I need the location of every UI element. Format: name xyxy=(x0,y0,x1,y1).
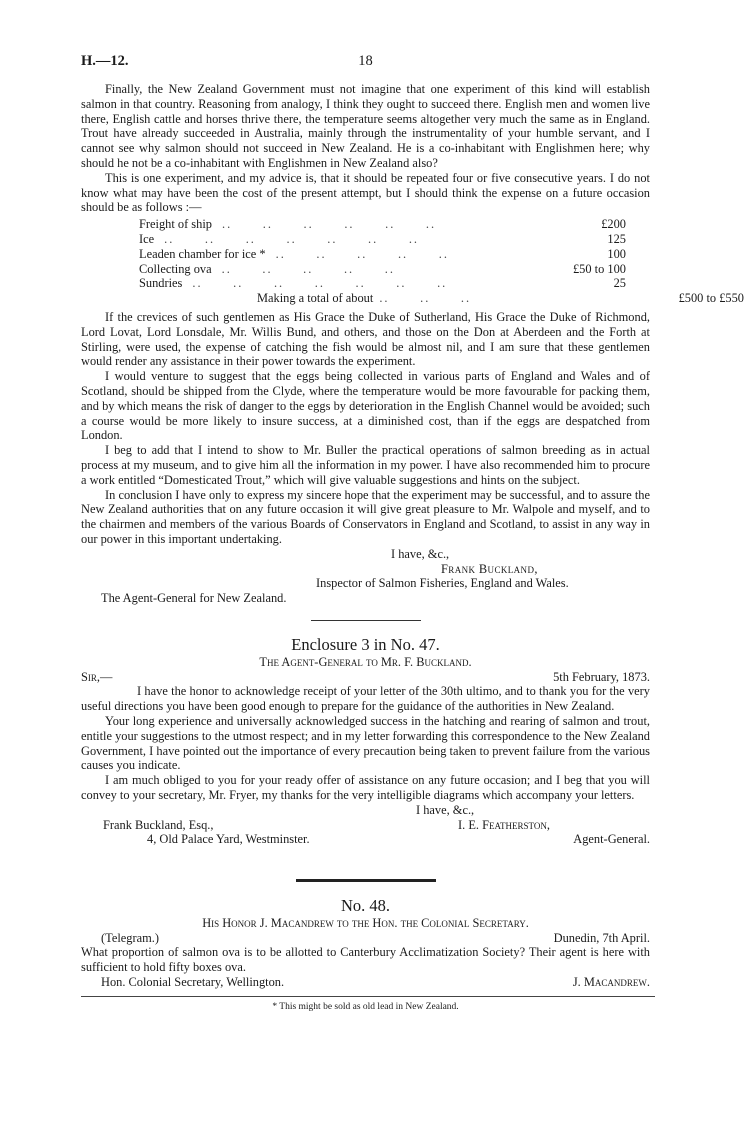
recipient: Hon. Colonial Secretary, Wellington. xyxy=(101,975,285,990)
leader-dots: .. .. .. .. .. .. .. xyxy=(192,276,448,291)
telegram-row xyxy=(81,931,650,946)
footnote-divider xyxy=(81,996,655,997)
cost-amount: 125 xyxy=(607,231,626,246)
cost-row xyxy=(139,217,626,232)
page-header xyxy=(81,54,650,82)
section-divider xyxy=(296,879,436,882)
leader-dots: .. .. .. .. .. .. .. xyxy=(164,231,420,246)
closing-block xyxy=(81,803,650,863)
cost-item: Collecting ova xyxy=(139,261,212,276)
cost-row xyxy=(139,247,626,262)
paragraph: I beg to add that I intend to show to Mr. Buller the practical operations of salmon breeding as in actual process at my museum, and to give him all the information in my power. I have also recommended him to procure a work entitled “Domesticated Trout,” which will give valuable suggestions and hints on the subject. xyxy=(81,443,650,487)
cost-item: Freight of ship xyxy=(139,217,212,232)
total-label: Making a total of about xyxy=(257,291,374,306)
signer-title: Agent-General. xyxy=(573,832,650,847)
cost-amount: 25 xyxy=(613,276,626,291)
leader-dots: .. .. .. .. .. .. xyxy=(221,217,437,232)
cost-row xyxy=(139,232,626,247)
closing: I have, &c., xyxy=(416,802,475,817)
signature-row xyxy=(81,975,650,990)
cost-item: Leaden chamber for ice * xyxy=(139,246,266,261)
cost-amount: £50 to 100 xyxy=(572,261,626,276)
salutation: Sir,— xyxy=(81,669,113,684)
signer-name: I. E. Featherston, xyxy=(458,817,550,832)
signer-name: J. Macandrew. xyxy=(572,975,650,990)
paragraph: I have the honor to acknowledge receipt of your letter of the 30th ultimo, and to thank you for the very useful directions you have been good enough to prepare for the guidance of the authorities in New Zealand. xyxy=(81,684,650,714)
cost-item: Ice xyxy=(139,231,155,246)
cost-amount: £200 xyxy=(601,217,626,232)
cost-row xyxy=(139,262,626,277)
document-reference: H.—12. xyxy=(81,53,129,69)
paragraph: What proportion of salmon ova is to be allotted to Canterbury Acclimatization Society? Their agent is here with sufficient to hold fifty boxes ova. xyxy=(81,945,650,975)
page-number: 18 xyxy=(358,53,373,69)
addressee: The Agent-General for New Zealand. xyxy=(101,591,287,606)
telegram-label: (Telegram.) xyxy=(101,930,159,945)
signer-title: Inspector of Salmon Fisheries, England and Wales. xyxy=(316,576,569,591)
footnote: * This might be sold as old lead in New Zealand. xyxy=(272,1001,459,1012)
letter-date: 5th February, 1873. xyxy=(553,669,650,684)
leader-dots: .. .. .. .. .. xyxy=(221,261,395,276)
section-subheading: His Honor J. Macandrew to the Hon. the Colonial Secretary. xyxy=(202,915,529,930)
leader-dots: .. .. .. xyxy=(379,291,472,306)
salutation-row xyxy=(81,670,650,685)
paragraph: This is one experiment, and my advice is, that it should be repeated four or five consecutive years. I do not know what may have been the cost of the present attempt, but I should think the expense on a future occasion should be as follows :— xyxy=(81,170,650,215)
section-divider xyxy=(311,620,421,621)
total-amount: £500 to £550 xyxy=(678,291,744,306)
cost-table xyxy=(139,217,744,306)
recipient-address: 4, Old Palace Yard, Westminster. xyxy=(147,832,310,847)
cost-amount: 100 xyxy=(607,246,626,261)
section-heading: No. 48. xyxy=(340,895,391,915)
enclosure-subheading: The Agent-General to Mr. F. Buckland. xyxy=(259,654,472,669)
paragraph: In conclusion I have only to express my sincere hope that the experiment may be successful, and to assure the New Zealand authorities that on any future occasion it will give great pleasure to Mr. Walpole and myself, and to the chairmen and members of the various Boards of Conservators in England and Scotland, to assist in any way in our power in this important undertaking. xyxy=(81,487,650,546)
paragraph: Finally, the New Zealand Government must not imagine that one experiment of this kind will establish salmon in that country. Reasoning from analogy, I think they ought to succeed there. English men and women live there, English cattle and horses thrive there, the temperature seems altogether very much the same as in England. Trout have already succeeded in Australia, mainly through the instrumentality of your humble servant, and I cannot see why salmon should not succeed in New Zealand. He is a co-inhabitant with Englishmen here; why should he not be a co-inhabitant with Englishmen in New Zealand also? xyxy=(81,82,650,170)
paragraph: If the crevices of such gentlemen as His Grace the Duke of Sutherland, His Grace the Duke of Richmond, Lord Lovat, Lord Lonsdale, Mr. Willis Bund, and others, and those on the Don at Aberdeen and the Forth at Stirling, were used, the expense of catching the fish would be almost nil, and I am sure that these gentlemen would render any assistance in their power towards the experiment. xyxy=(81,309,650,369)
closing: I have, &c., xyxy=(391,546,450,561)
leader-dots: .. .. .. .. .. xyxy=(275,246,449,261)
paragraph: I would venture to suggest that the eggs being collected in various parts of England and Wales and of Scotland, should be shipped from the Clyde, where the temperature would be more favourable for packing them, and by which means the risk of danger to the eggs by deterioration in the English Channel would be avoided; such a course would be more likely to insure success, at a diminished cost, than if the eggs are despatched from London. xyxy=(81,369,650,443)
cost-row xyxy=(139,276,626,291)
cost-total-row xyxy=(139,291,744,306)
place-date: Dunedin, 7th April. xyxy=(553,930,650,945)
recipient-name: Frank Buckland, Esq., xyxy=(103,817,214,832)
signer-name: Frank Buckland, xyxy=(441,561,538,576)
cost-item: Sundries xyxy=(139,276,183,291)
paragraph: Your long experience and universally acknowledged success in the hatching and rearing of salmon and trout, entitle your suggestions to the utmost respect; and in my letter forwarding this correspondence to the New Zealand Government, I have pointed out the importance of every precaution being taken to prevent failure from the various causes you indicate. xyxy=(81,714,650,773)
paragraph: I am much obliged to you for your ready offer of assistance on any future occasion; and I beg that you will convey to your secretary, Mr. Fryer, my thanks for the very intelligible diagrams which accompany your letters. xyxy=(81,773,650,803)
enclosure-heading: Enclosure 3 in No. 47. xyxy=(291,634,440,654)
